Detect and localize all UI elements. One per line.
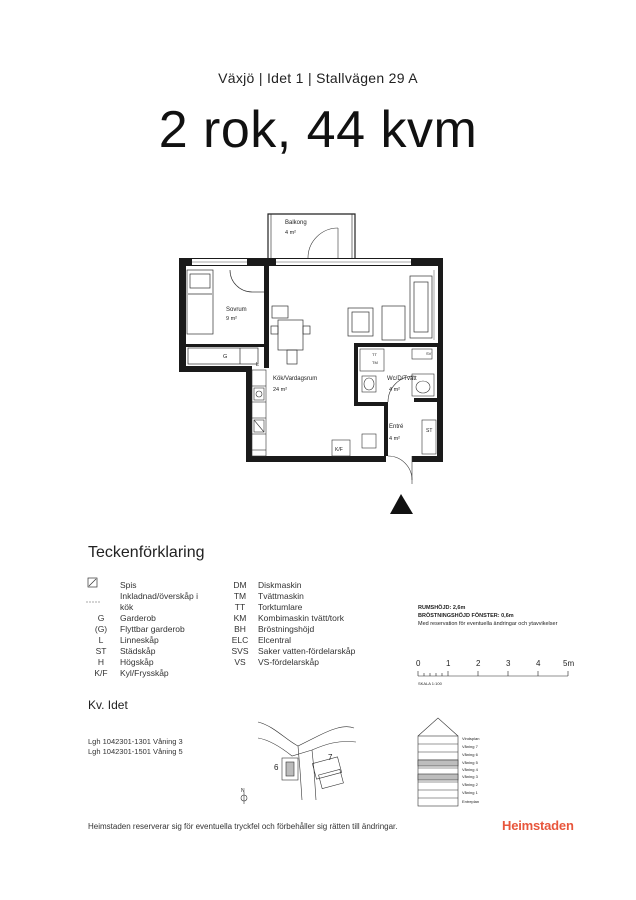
room-name-entre: Entré: [389, 424, 404, 430]
sv-label: SV: [426, 351, 432, 356]
legend-item: [222, 635, 372, 646]
legend-label: Flyttbar garderob: [120, 624, 185, 634]
legend-key: BH: [234, 624, 246, 634]
kitchen: [252, 370, 350, 456]
floor-label-4: Våning 4: [462, 767, 478, 772]
tm-label: TM: [372, 360, 378, 365]
building-elevation: [418, 718, 480, 806]
entrance: [362, 420, 436, 484]
legend-item: [222, 613, 372, 624]
legend-item: [82, 613, 212, 624]
fridge-kf: K/F: [335, 447, 343, 453]
legend-right: [222, 580, 372, 668]
legend-item: [82, 657, 212, 668]
legend-label: Elcentral: [258, 635, 292, 645]
north-label: N: [241, 788, 245, 794]
room-area-balkong: 4 m²: [285, 230, 296, 236]
legend-label: Torktumlare: [258, 602, 303, 612]
legend-item: [82, 646, 212, 657]
floor-label-5: Våning 3: [462, 774, 478, 779]
legend-item: [82, 580, 212, 591]
legend-title: Teckenförklaring: [88, 544, 205, 561]
legend-key: K/F: [94, 668, 108, 678]
legend-item: [222, 580, 372, 591]
scale-tick-1: 1: [446, 659, 451, 668]
legend-label: Kyl/Frysskåp: [120, 668, 169, 678]
legend-label: Garderob: [120, 613, 156, 623]
height-notes: [418, 604, 618, 628]
brand-logo: Heimstaden: [502, 818, 574, 833]
legend-key: DM: [233, 580, 247, 590]
room-area-kok: 24 m²: [273, 387, 288, 393]
sill-height: BRÖSTNINGSHÖJD FÖNSTER: 0,6m: [418, 613, 514, 619]
room-name-kok: Kök/Vardagsrum: [273, 376, 318, 382]
bedroom-furniture: [187, 270, 264, 368]
legend-label: Linneskåp: [120, 635, 159, 645]
floor-label-1: Våning 7: [462, 744, 478, 749]
legend-key: [82, 591, 120, 613]
legend-item: [222, 646, 372, 657]
legend-label: Diskmaskin: [258, 580, 302, 590]
tt-label: TT: [372, 352, 377, 357]
legend-key: ELC: [231, 635, 249, 645]
building-6: 6: [274, 763, 279, 772]
legend-key: G: [97, 613, 105, 623]
unit-item: Lgh 1042301-1501 Våning 5: [88, 747, 183, 756]
room-name-balkong: Balkong: [285, 220, 307, 226]
site-title: Kv. Idet: [88, 698, 128, 712]
legend-item: [222, 624, 372, 635]
room-area-wc: 4 m²: [389, 387, 400, 393]
legend-key: VS: [234, 657, 246, 667]
legend-label: Bröstningshöjd: [258, 624, 315, 634]
scale-bar: [416, 659, 574, 686]
footer-disclaimer: Heimstaden reserverar sig för eventuella tryckfel och förbehåller sig rätten till ändringar.: [88, 822, 398, 831]
wardrobe-g: G: [223, 354, 228, 360]
legend-label: Kombimaskin tvätt/tork: [258, 613, 344, 623]
page-title: 2 rok, 44 kvm: [158, 101, 478, 159]
legend-key: ST: [95, 646, 107, 656]
legend-label: Tvättmaskin: [258, 591, 304, 601]
room-area-sovrum: 9 m²: [226, 316, 237, 322]
legend-item: [222, 657, 372, 668]
linen-l: L: [256, 362, 260, 368]
legend-label: Inkladnad/överskåp i kök: [120, 591, 198, 612]
cleaning-st: ST: [426, 428, 433, 434]
legend-item: [82, 635, 212, 646]
scale-tick-3: 3: [506, 659, 511, 668]
legend-item: [222, 591, 372, 602]
legend-key: TM: [233, 591, 247, 601]
legend-key: SVS: [231, 646, 249, 656]
legend-key: [82, 580, 120, 591]
legend-item: [82, 668, 212, 679]
legend-key: KM: [233, 613, 247, 623]
legend-label: Högskåp: [120, 657, 154, 667]
bathroom: [360, 349, 434, 402]
room-area-entre: 4 m²: [389, 436, 400, 442]
floor-label-2: Våning 6: [462, 752, 478, 757]
legend-label: VS-fördelarskåp: [258, 657, 319, 667]
room-height: RUMSHÖJD: 2,6m: [418, 605, 466, 611]
site-plan: [241, 722, 356, 804]
legend-item: [222, 602, 372, 613]
balcony: [268, 214, 355, 258]
building-7: 7: [328, 753, 333, 762]
legend-label: Spis: [120, 580, 137, 590]
entry-arrow-icon: [390, 494, 413, 514]
legend-item: [82, 591, 212, 613]
scale-tick-5: 5m: [563, 659, 575, 668]
floor-label-3: Våning 5: [462, 760, 478, 765]
floor-label-7: Våning 1: [462, 790, 478, 795]
legend-item: [82, 624, 212, 635]
scale-tick-0: 0: [416, 659, 421, 668]
legend-label: Saker vatten-fördelarskåp: [258, 646, 356, 656]
room-name-wc: Wc/D/Tvätt: [387, 376, 417, 382]
outer-walls: [179, 258, 443, 462]
scale-label: SKALA 1:100: [418, 681, 442, 686]
floor-label-8: Entreplan: [462, 799, 480, 804]
legend-key: (G): [94, 624, 108, 634]
unit-item: Lgh 1042301-1301 Våning 3: [88, 737, 183, 746]
room-name-sovrum: Sovrum: [226, 307, 247, 313]
scale-tick-2: 2: [476, 659, 481, 668]
legend-left: [82, 580, 212, 679]
reservation-note: Med reservation för eventuella ändringar och ytavvikelser: [418, 621, 558, 627]
legend-key: H: [97, 657, 105, 667]
legend-key: TT: [234, 602, 246, 612]
scale-tick-4: 4: [536, 659, 541, 668]
floor-label-6: Våning 2: [462, 782, 478, 787]
legend-key: L: [98, 635, 104, 645]
page-subtitle: Växjö | Idet 1 | Stallvägen 29 A: [218, 70, 418, 86]
floor-label-0: Vindsplan: [462, 736, 480, 741]
legend-label: Städskåp: [120, 646, 156, 656]
unit-list: [88, 737, 183, 757]
